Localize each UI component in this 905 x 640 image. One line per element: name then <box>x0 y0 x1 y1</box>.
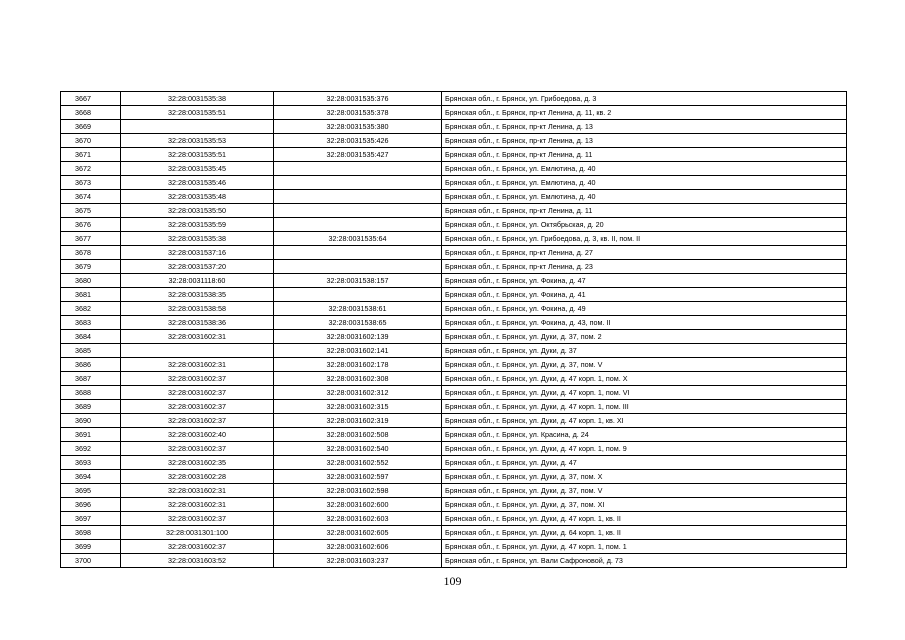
table-row <box>61 176 847 190</box>
cadastral-number-cell: 32:28:0031602:37 <box>121 372 274 386</box>
address-cell: Брянская обл., г. Брянск, ул. Емлютина, д. 40 <box>442 162 847 176</box>
row-number-cell: 3672 <box>61 162 121 176</box>
table-row <box>61 246 847 260</box>
row-number-cell: 3678 <box>61 246 121 260</box>
table-row <box>61 400 847 414</box>
table-row <box>61 428 847 442</box>
object-number-cell: 32:28:0031602:139 <box>274 330 442 344</box>
address-cell: Брянская обл., г. Брянск, ул. Дуки, д. 64 корп. 1, кв. II <box>442 526 847 540</box>
row-number-cell: 3682 <box>61 302 121 316</box>
row-number-cell: 3700 <box>61 554 121 568</box>
cadastral-number-cell <box>121 120 274 134</box>
table-row <box>61 274 847 288</box>
cadastral-number-cell: 32:28:0031538:36 <box>121 316 274 330</box>
address-cell: Брянская обл., г. Брянск, ул. Емлютина, д. 40 <box>442 176 847 190</box>
table-row <box>61 288 847 302</box>
row-number-cell: 3671 <box>61 148 121 162</box>
row-number-cell: 3695 <box>61 484 121 498</box>
table-row <box>61 260 847 274</box>
address-cell: Брянская обл., г. Брянск, пр-кт Ленина, д. 27 <box>442 246 847 260</box>
address-cell: Брянская обл., г. Брянск, ул. Дуки, д. 37, пом. X <box>442 470 847 484</box>
table-row <box>61 232 847 246</box>
address-cell: Брянская обл., г. Брянск, ул. Фокина, д. 43, пом. II <box>442 316 847 330</box>
address-cell: Брянская обл., г. Брянск, ул. Дуки, д. 47 <box>442 456 847 470</box>
table-row <box>61 540 847 554</box>
table-row <box>61 316 847 330</box>
object-number-cell: 32:28:0031603:237 <box>274 554 442 568</box>
table-row <box>61 120 847 134</box>
address-cell: Брянская обл., г. Брянск, ул. Дуки, д. 47 корп. 1, кв. XI <box>442 414 847 428</box>
address-cell: Брянская обл., г. Брянск, ул. Дуки, д. 47 корп. 1, кв. II <box>442 512 847 526</box>
cadastral-number-cell: 32:28:0031535:51 <box>121 148 274 162</box>
address-cell: Брянская обл., г. Брянск, ул. Дуки, д. 47 корп. 1, пом. X <box>442 372 847 386</box>
object-number-cell: 32:28:0031535:378 <box>274 106 442 120</box>
address-cell: Брянская обл., г. Брянск, пр-кт Ленина, д. 13 <box>442 134 847 148</box>
table-row <box>61 92 847 106</box>
table-row <box>61 442 847 456</box>
cadastral-number-cell <box>121 344 274 358</box>
row-number-cell: 3668 <box>61 106 121 120</box>
object-number-cell: 32:28:0031602:605 <box>274 526 442 540</box>
object-number-cell <box>274 218 442 232</box>
row-number-cell: 3669 <box>61 120 121 134</box>
row-number-cell: 3680 <box>61 274 121 288</box>
cadastral-number-cell: 32:28:0031535:48 <box>121 190 274 204</box>
object-number-cell <box>274 246 442 260</box>
address-cell: Брянская обл., г. Брянск, ул. Октябрьская, д. 20 <box>442 218 847 232</box>
table-row <box>61 148 847 162</box>
cadastral-number-cell: 32:28:0031602:40 <box>121 428 274 442</box>
row-number-cell: 3690 <box>61 414 121 428</box>
object-number-cell: 32:28:0031535:380 <box>274 120 442 134</box>
cadastral-number-cell: 32:28:0031602:31 <box>121 498 274 512</box>
cadastral-number-cell: 32:28:0031602:37 <box>121 512 274 526</box>
cadastral-number-cell: 32:28:0031602:31 <box>121 484 274 498</box>
object-number-cell <box>274 288 442 302</box>
table-row <box>61 456 847 470</box>
table-row <box>61 414 847 428</box>
cadastral-number-cell: 32:28:0031535:46 <box>121 176 274 190</box>
object-number-cell: 32:28:0031602:141 <box>274 344 442 358</box>
address-cell: Брянская обл., г. Брянск, ул. Красина, д. 24 <box>442 428 847 442</box>
address-cell: Брянская обл., г. Брянск, пр-кт Ленина, д. 11 <box>442 148 847 162</box>
address-cell: Брянская обл., г. Брянск, ул. Дуки, д. 47 корп. 1, пом. 9 <box>442 442 847 456</box>
cadastral-number-cell: 32:28:0031538:35 <box>121 288 274 302</box>
row-number-cell: 3686 <box>61 358 121 372</box>
address-cell: Брянская обл., г. Брянск, пр-кт Ленина, д. 11 <box>442 204 847 218</box>
table-row <box>61 204 847 218</box>
cadastral-number-cell: 32:28:0031535:50 <box>121 204 274 218</box>
address-cell: Брянская обл., г. Брянск, ул. Дуки, д. 47 корп. 1, пом. III <box>442 400 847 414</box>
cadastral-number-cell: 32:28:0031535:59 <box>121 218 274 232</box>
address-cell: Брянская обл., г. Брянск, ул. Вали Сафроновой, д. 73 <box>442 554 847 568</box>
cadastral-number-cell: 32:28:0031602:37 <box>121 442 274 456</box>
row-number-cell: 3681 <box>61 288 121 302</box>
object-number-cell: 32:28:0031602:552 <box>274 456 442 470</box>
address-cell: Брянская обл., г. Брянск, ул. Фокина, д. 49 <box>442 302 847 316</box>
cadastral-number-cell: 32:28:0031301:100 <box>121 526 274 540</box>
row-number-cell: 3691 <box>61 428 121 442</box>
table-row <box>61 554 847 568</box>
cadastral-number-cell: 32:28:0031535:38 <box>121 232 274 246</box>
cadastral-number-cell: 32:28:0031538:58 <box>121 302 274 316</box>
cadastral-number-cell: 32:28:0031602:37 <box>121 540 274 554</box>
cadastral-number-cell: 32:28:0031535:45 <box>121 162 274 176</box>
object-number-cell: 32:28:0031538:65 <box>274 316 442 330</box>
row-number-cell: 3693 <box>61 456 121 470</box>
row-number-cell: 3673 <box>61 176 121 190</box>
object-number-cell: 32:28:0031602:319 <box>274 414 442 428</box>
row-number-cell: 3697 <box>61 512 121 526</box>
table-row <box>61 386 847 400</box>
object-number-cell <box>274 176 442 190</box>
table-row <box>61 512 847 526</box>
table-row <box>61 190 847 204</box>
table-row <box>61 372 847 386</box>
cadastral-number-cell: 32:28:0031535:53 <box>121 134 274 148</box>
table-row <box>61 470 847 484</box>
table-row <box>61 134 847 148</box>
object-number-cell: 32:28:0031538:61 <box>274 302 442 316</box>
row-number-cell: 3684 <box>61 330 121 344</box>
table-row <box>61 330 847 344</box>
row-number-cell: 3687 <box>61 372 121 386</box>
object-number-cell <box>274 190 442 204</box>
object-number-cell: 32:28:0031602:540 <box>274 442 442 456</box>
row-number-cell: 3667 <box>61 92 121 106</box>
table-row <box>61 358 847 372</box>
object-number-cell: 32:28:0031535:426 <box>274 134 442 148</box>
cadastral-number-cell: 32:28:0031537:16 <box>121 246 274 260</box>
row-number-cell: 3677 <box>61 232 121 246</box>
row-number-cell: 3685 <box>61 344 121 358</box>
object-number-cell <box>274 204 442 218</box>
object-number-cell: 32:28:0031602:606 <box>274 540 442 554</box>
cadastral-number-cell: 32:28:0031602:37 <box>121 400 274 414</box>
address-cell: Брянская обл., г. Брянск, ул. Дуки, д. 37, пом. 2 <box>442 330 847 344</box>
row-number-cell: 3692 <box>61 442 121 456</box>
row-number-cell: 3670 <box>61 134 121 148</box>
object-number-cell: 32:28:0031535:427 <box>274 148 442 162</box>
object-number-cell: 32:28:0031602:178 <box>274 358 442 372</box>
table-row <box>61 218 847 232</box>
address-cell: Брянская обл., г. Брянск, ул. Дуки, д. 37, пом. V <box>442 358 847 372</box>
row-number-cell: 3689 <box>61 400 121 414</box>
cadastral-number-cell: 32:28:0031535:51 <box>121 106 274 120</box>
row-number-cell: 3694 <box>61 470 121 484</box>
object-number-cell: 32:28:0031602:598 <box>274 484 442 498</box>
address-cell: Брянская обл., г. Брянск, ул. Фокина, д. 47 <box>442 274 847 288</box>
address-cell: Брянская обл., г. Брянск, ул. Дуки, д. 47 корп. 1, пом. 1 <box>442 540 847 554</box>
address-cell: Брянская обл., г. Брянск, ул. Дуки, д. 37, пом. V <box>442 484 847 498</box>
cadastral-number-cell: 32:28:0031118:60 <box>121 274 274 288</box>
row-number-cell: 3675 <box>61 204 121 218</box>
object-number-cell: 32:28:0031602:600 <box>274 498 442 512</box>
row-number-cell: 3688 <box>61 386 121 400</box>
address-cell: Брянская обл., г. Брянск, пр-кт Ленина, д. 13 <box>442 120 847 134</box>
address-cell: Брянская обл., г. Брянск, ул. Грибоедова, д. 3, кв. II, пом. II <box>442 232 847 246</box>
object-number-cell: 32:28:0031602:603 <box>274 512 442 526</box>
address-cell: Брянская обл., г. Брянск, ул. Дуки, д. 47 корп. 1, пом. VI <box>442 386 847 400</box>
object-number-cell <box>274 162 442 176</box>
row-number-cell: 3698 <box>61 526 121 540</box>
cadastral-number-cell: 32:28:0031602:35 <box>121 456 274 470</box>
object-number-cell: 32:28:0031602:597 <box>274 470 442 484</box>
cadastral-number-cell: 32:28:0031603:52 <box>121 554 274 568</box>
table-row <box>61 302 847 316</box>
table-row <box>61 106 847 120</box>
address-cell: Брянская обл., г. Брянск, ул. Грибоедова, д. 3 <box>442 92 847 106</box>
records-table-body <box>61 92 847 568</box>
cadastral-number-cell: 32:28:0031537:20 <box>121 260 274 274</box>
table-row <box>61 526 847 540</box>
object-number-cell <box>274 260 442 274</box>
table-row <box>61 484 847 498</box>
object-number-cell: 32:28:0031535:376 <box>274 92 442 106</box>
cadastral-number-cell: 32:28:0031602:37 <box>121 414 274 428</box>
row-number-cell: 3674 <box>61 190 121 204</box>
table-row <box>61 498 847 512</box>
address-cell: Брянская обл., г. Брянск, ул. Емлютина, д. 40 <box>442 190 847 204</box>
row-number-cell: 3679 <box>61 260 121 274</box>
address-cell: Брянская обл., г. Брянск, ул. Дуки, д. 37 <box>442 344 847 358</box>
address-cell: Брянская обл., г. Брянск, пр-кт Ленина, д. 23 <box>442 260 847 274</box>
object-number-cell: 32:28:0031602:508 <box>274 428 442 442</box>
object-number-cell: 32:28:0031535:64 <box>274 232 442 246</box>
records-table <box>60 91 847 568</box>
cadastral-number-cell: 32:28:0031602:28 <box>121 470 274 484</box>
cadastral-number-cell: 32:28:0031602:31 <box>121 330 274 344</box>
table-row <box>61 344 847 358</box>
page-number: 109 <box>443 574 462 588</box>
row-number-cell: 3699 <box>61 540 121 554</box>
cadastral-number-cell: 32:28:0031535:38 <box>121 92 274 106</box>
row-number-cell: 3683 <box>61 316 121 330</box>
object-number-cell: 32:28:0031538:157 <box>274 274 442 288</box>
object-number-cell: 32:28:0031602:308 <box>274 372 442 386</box>
row-number-cell: 3696 <box>61 498 121 512</box>
address-cell: Брянская обл., г. Брянск, пр-кт Ленина, д. 11, кв. 2 <box>442 106 847 120</box>
address-cell: Брянская обл., г. Брянск, ул. Дуки, д. 37, пом. XI <box>442 498 847 512</box>
row-number-cell: 3676 <box>61 218 121 232</box>
address-cell: Брянская обл., г. Брянск, ул. Фокина, д. 41 <box>442 288 847 302</box>
object-number-cell: 32:28:0031602:312 <box>274 386 442 400</box>
table-row <box>61 162 847 176</box>
cadastral-number-cell: 32:28:0031602:37 <box>121 386 274 400</box>
object-number-cell: 32:28:0031602:315 <box>274 400 442 414</box>
cadastral-number-cell: 32:28:0031602:31 <box>121 358 274 372</box>
